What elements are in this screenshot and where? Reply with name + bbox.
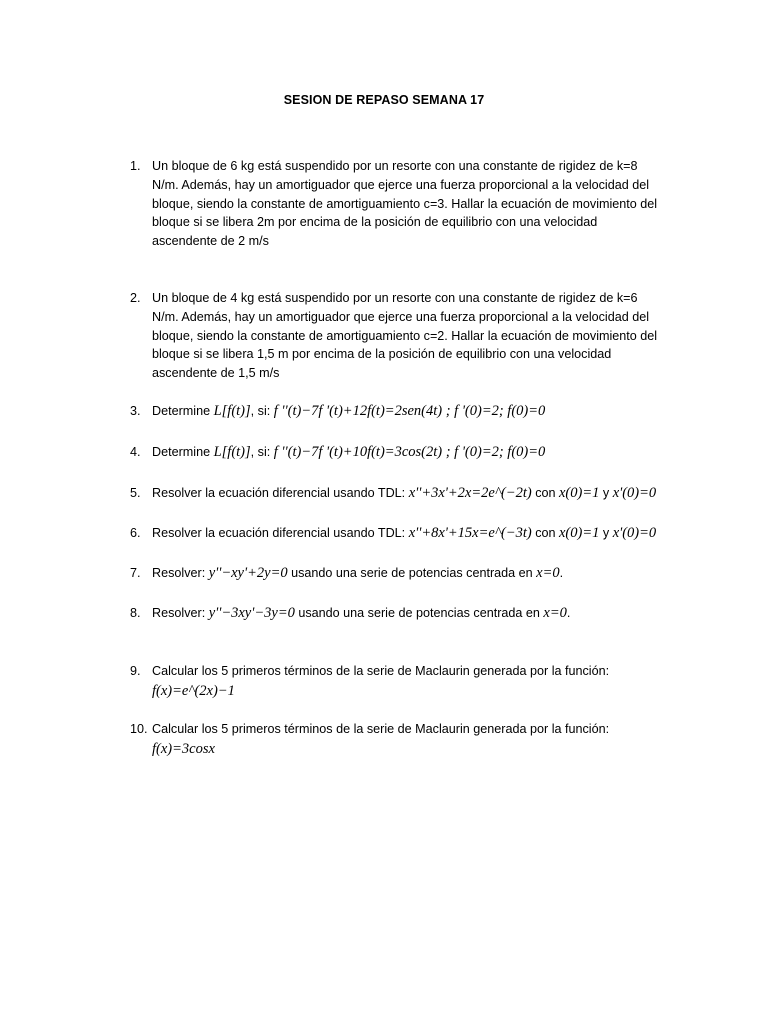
function-definition: f(x)=e^(2x)−1 [152, 682, 235, 699]
item-mid: , si: [250, 445, 271, 459]
differential-equation: x''+3x'+2x=2e^(−2t) [408, 485, 532, 501]
initial-condition: x'(0)=0 [612, 485, 657, 501]
page-title: SESION DE REPASO SEMANA 17 [283, 93, 485, 107]
item-lead: Resolver la ecuación diferencial usando TDL: [152, 486, 406, 500]
list-item [130, 662, 660, 701]
item-con: con [535, 486, 556, 500]
item-tail: usando una serie de potencias centrada en [291, 566, 533, 580]
list-item [130, 720, 660, 759]
item-number: 3. [130, 404, 141, 418]
laplace-transform: L[f(t)] [213, 444, 251, 460]
item-lead: Resolver: [152, 566, 206, 580]
item-text: Calcular los 5 primeros términos de la serie de Maclaurin generada por la función: [152, 664, 610, 678]
item-lead: Resolver la ecuación diferencial usando TDL: [152, 526, 406, 540]
item-y: y [602, 526, 610, 540]
item-y: y [602, 486, 610, 500]
item-number: 10. [130, 722, 148, 736]
differential-equation: f ''(t)−7f '(t)+12f(t)=2sen(4t) ; f '(0)=2; f(0)=0 [273, 403, 546, 419]
list-item [130, 564, 660, 583]
initial-condition: x'(0)=0 [612, 525, 657, 541]
item-lead: Determine [152, 404, 211, 418]
item-text: Un bloque de 6 kg está suspendido por un resorte con una constante de rigidez de k=8 N/m. Además, hay un amortiguador que ejerce una fuerza proporcional a la velocidad del bloque, siendo la constante de amortiguamiento c=3. Hallar la ecuación de movimiento del bloque si se libera 2m por encima de la posición de equilibrio con una velocidad ascendente de 2 m/s [152, 159, 658, 249]
item-number: 7. [130, 566, 141, 580]
item-text: Calcular los 5 primeros términos de la serie de Maclaurin generada por la función: [152, 722, 610, 736]
list-item [130, 524, 660, 543]
initial-condition: x(0)=1 [559, 525, 600, 541]
item-mid: , si: [250, 404, 271, 418]
item-text: Un bloque de 4 kg está suspendido por un resorte con una constante de rigidez de k=6 N/m. Además, hay un amortiguador que ejerce una fuerza proporcional a la velocidad del bloque, siendo la constante de amortiguamiento c=2. Hallar la ecuación de movimiento del bloque si se libera 1,5 m por encima de la posición de equilibrio con una velocidad ascendente de 1,5 m/s [152, 291, 658, 381]
center-point: x=0 [543, 605, 567, 621]
item-lead: Resolver: [152, 606, 206, 620]
item-end: . [566, 606, 571, 620]
item-number: 6. [130, 526, 141, 540]
item-number: 5. [130, 486, 141, 500]
differential-equation: y''−3xy'−3y=0 [208, 605, 295, 621]
item-end: . [559, 566, 564, 580]
list-item [130, 604, 660, 623]
item-lead: Determine [152, 445, 211, 459]
differential-equation: x''+8x'+15x=e^(−3t) [408, 525, 532, 541]
list-item [130, 443, 660, 462]
list-item [130, 289, 660, 383]
item-number: 8. [130, 606, 141, 620]
item-con: con [535, 526, 556, 540]
item-number: 4. [130, 445, 141, 459]
center-point: x=0 [536, 565, 560, 581]
laplace-transform: L[f(t)] [213, 403, 251, 419]
list-item [130, 157, 660, 251]
initial-condition: x(0)=1 [559, 485, 600, 501]
item-number: 2. [130, 291, 141, 305]
differential-equation: y''−xy'+2y=0 [208, 565, 288, 581]
item-number: 1. [130, 159, 141, 173]
item-number: 9. [130, 664, 141, 678]
differential-equation: f ''(t)−7f '(t)+10f(t)=3cos(2t) ; f '(0)=2; f(0)=0 [273, 444, 546, 460]
item-tail: usando una serie de potencias centrada en [298, 606, 540, 620]
list-item [130, 484, 660, 503]
function-definition: f(x)=3cosx [152, 740, 215, 757]
list-item [130, 402, 660, 421]
